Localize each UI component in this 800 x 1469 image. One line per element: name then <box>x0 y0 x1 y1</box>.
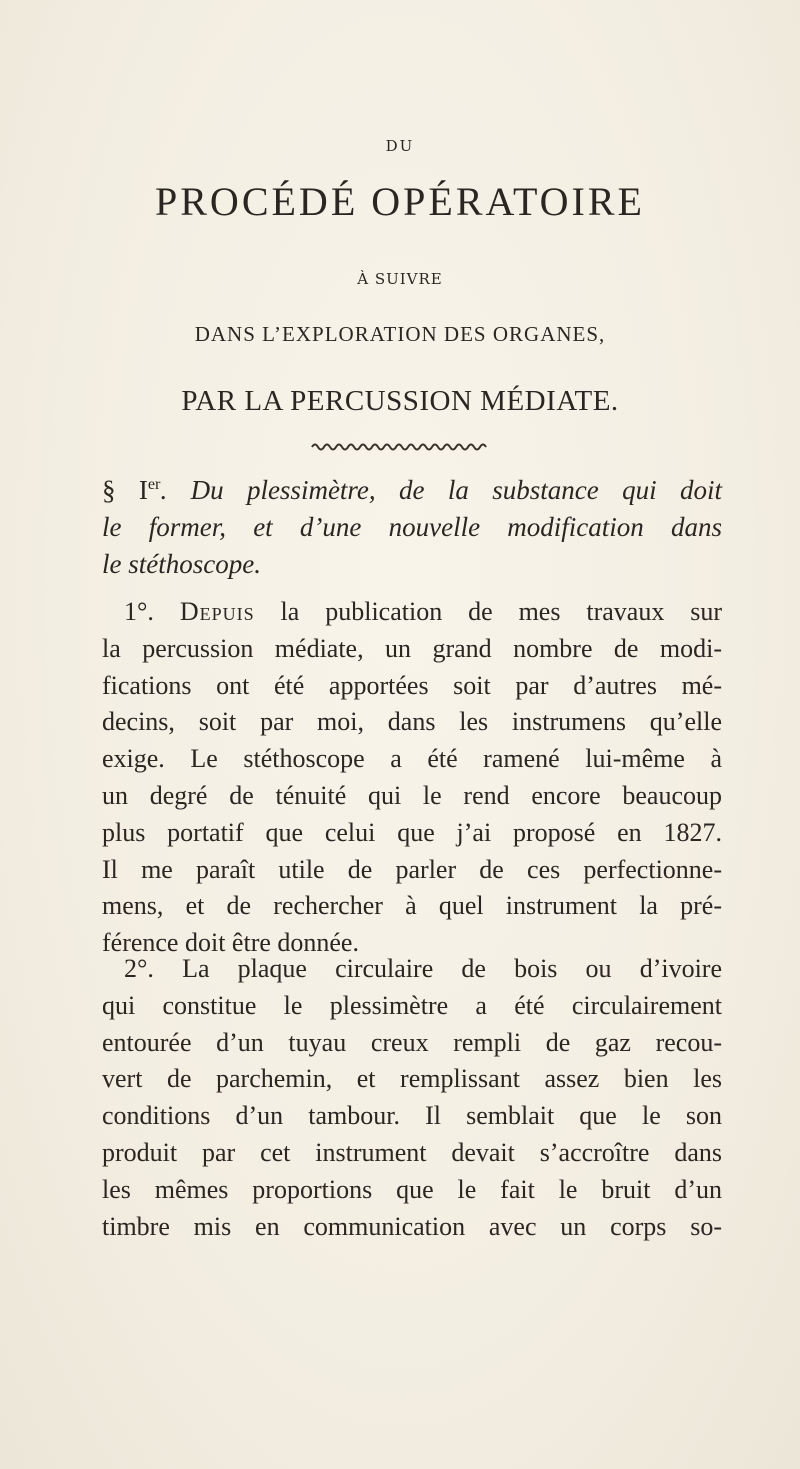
paragraph-line: decins, soit par moi, dans les instrumens qu’elle <box>102 707 722 737</box>
paragraph-line: conditions d’un tambour. Il semblait que le son <box>102 1101 722 1131</box>
paragraph-line <box>102 951 722 988</box>
paragraph-line: exige. Le stéthoscope a été ramené lui-même à <box>102 744 722 774</box>
heading-du: DU <box>385 137 415 155</box>
section-heading-text: . Du plessimètre, de la substance qui doit <box>160 475 722 505</box>
paragraph-line-text: la publication de mes travaux sur <box>280 597 723 626</box>
paragraph-2 <box>102 951 722 1245</box>
paragraph-number: 2°. <box>124 954 154 983</box>
page-title: PROCÉDÉ OPÉRATOIRE <box>155 179 645 224</box>
paragraph-line: timbre mis en communication avec un corps so- <box>102 1211 722 1241</box>
section-mark: § <box>102 475 116 505</box>
paragraph-line: mens, et de rechercher à quel instrument la pré- <box>102 891 722 921</box>
subtitle-exploration: DANS L’EXPLORATION DES ORGANES, <box>194 322 606 346</box>
paragraph-line: Il me paraît utile de parler de ces perfectionne- <box>102 854 722 884</box>
paragraph-line: vert de parchemin, et remplissant assez bien les <box>102 1064 722 1094</box>
paragraph-line: plus portatif que celui que j’ai proposé en 1827. <box>102 817 722 847</box>
section-heading-line <box>102 472 722 509</box>
paragraph-1 <box>102 594 722 962</box>
paragraph-line: fications ont été apportées soit par d’autres mé- <box>102 670 722 700</box>
subtitle-percussion: PAR LA PERCUSSION MÉDIATE. <box>181 385 619 417</box>
paragraph-line: qui constitue le plessimètre a été circulairement <box>102 990 722 1020</box>
section-heading <box>102 472 722 583</box>
subtitle-a-suivre: À SUIVRE <box>357 270 443 288</box>
paragraph-line <box>102 594 722 631</box>
paragraph-line: entourée d’un tuyau creux rempli de gaz recou- <box>102 1027 722 1057</box>
paragraph-line: produit par cet instrument devait s’accroître dans <box>102 1137 722 1167</box>
paragraph-line: la percussion médiate, un grand nombre de modi- <box>102 633 722 663</box>
paragraph-line: férence doit être donnée. <box>102 928 359 958</box>
section-number-sup: er <box>147 475 161 493</box>
wavy-rule-ornament <box>310 440 490 454</box>
paragraph-line-text: La plaque circulaire de bois ou d’ivoire <box>182 954 723 983</box>
lead-word: Depuis <box>179 597 255 626</box>
section-number: I <box>138 475 148 505</box>
paragraph-number: 1°. <box>124 597 154 626</box>
paragraph-line: les mêmes proportions que le fait le bruit d’un <box>102 1174 722 1204</box>
paragraph-line: un degré de ténuité qui le rend encore beaucoup <box>102 780 722 810</box>
section-heading-line: le former, et d’une nouvelle modification dans <box>102 512 722 542</box>
section-heading-line: le stéthoscope. <box>102 549 261 579</box>
